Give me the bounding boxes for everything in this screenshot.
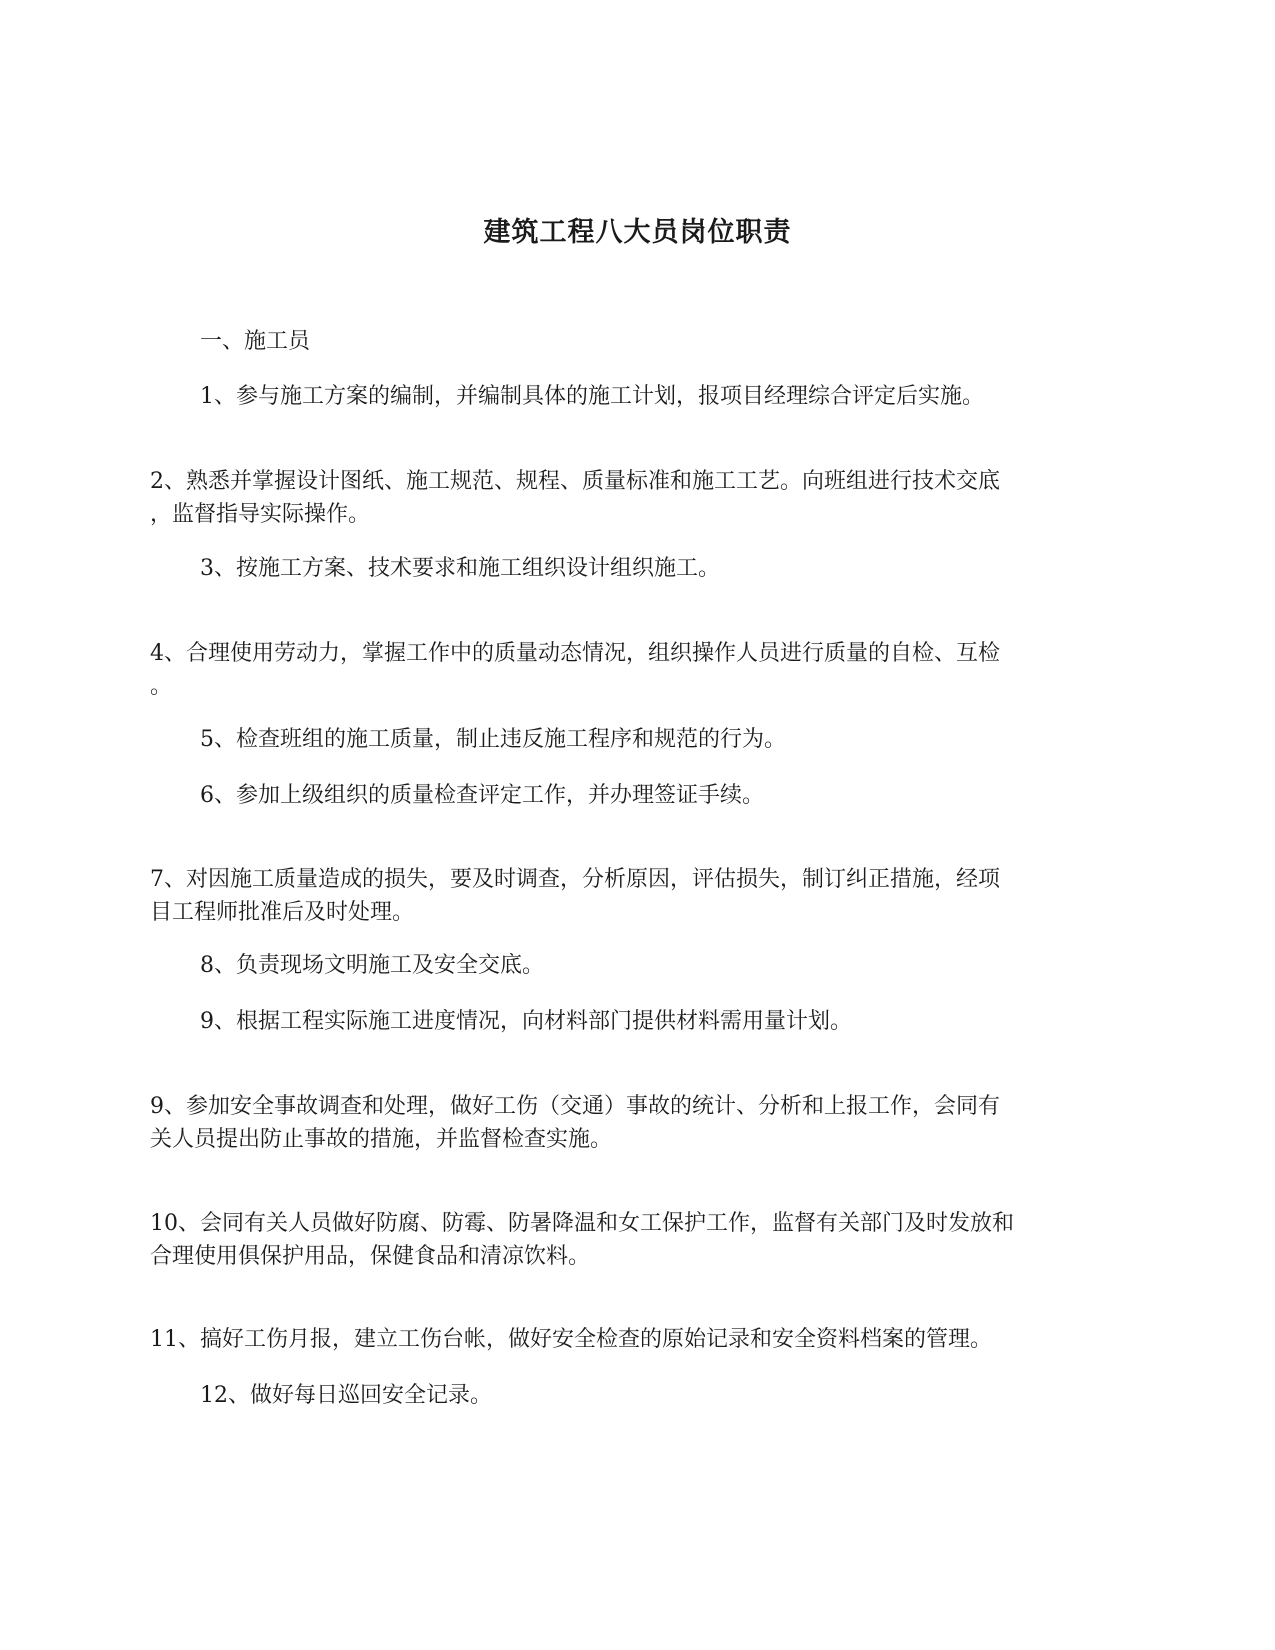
page-title: 建筑工程八大员岗位职责 bbox=[483, 217, 792, 248]
duty-item-line: 4、合理使用劳动力，掌握工作中的质量动态情况，组织操作人员进行质量的自检、互检 bbox=[150, 641, 1000, 666]
duty-item-line: 合理使用俱保护用品，保健食品和清凉饮料。 bbox=[150, 1244, 591, 1269]
duty-item-line: 7、对因施工质量造成的损失，要及时调查，分析原因，评估损失，制订纠正措施，经项 bbox=[150, 867, 1000, 892]
duty-item-12 bbox=[200, 1379, 492, 1412]
duty-item-10 bbox=[150, 1207, 1130, 1273]
section-heading: 一、施工员 bbox=[200, 329, 311, 354]
duty-item-line: 9、参加安全事故调查和处理，做好工伤（交通）事故的统计、分析和上报工作，会同有 bbox=[150, 1094, 1000, 1119]
duty-item-9b bbox=[150, 1090, 1130, 1156]
duty-item-line: 1、参与施工方案的编制，并编制具体的施工计划，报项目经理综合评定后实施。 bbox=[200, 384, 984, 409]
duty-item-9a bbox=[200, 1005, 852, 1038]
duty-item-7 bbox=[150, 863, 1130, 929]
duty-item-11 bbox=[150, 1323, 1130, 1356]
duty-item-2 bbox=[150, 465, 1130, 531]
duty-item-line: 5、检查班组的施工质量，制止违反施工程序和规范的行为。 bbox=[200, 727, 786, 752]
duty-item-line: 11、搞好工伤月报，建立工伤台帐，做好安全检查的原始记录和安全资料档案的管理。 bbox=[150, 1327, 992, 1352]
duty-item-line: 关人员提出防止事故的措施，并监督检查实施。 bbox=[150, 1127, 613, 1152]
duty-item-line: 8、负责现场文明施工及安全交底。 bbox=[200, 953, 544, 978]
duty-item-line: 2、熟悉并掌握设计图纸、施工规范、规程、质量标准和施工工艺。向班组进行技术交底 bbox=[150, 469, 1000, 494]
duty-item-line: 3、按施工方案、技术要求和施工组织设计组织施工。 bbox=[200, 556, 720, 581]
duty-item-3 bbox=[200, 552, 720, 585]
duty-item-line: 9、根据工程实际施工进度情况，向材料部门提供材料需用量计划。 bbox=[200, 1009, 852, 1034]
duty-item-line: ，监督指导实际操作。 bbox=[150, 502, 371, 527]
duty-item-line: 12、做好每日巡回安全记录。 bbox=[200, 1383, 492, 1408]
duty-item-line: 目工程师批准后及时处理。 bbox=[150, 900, 415, 925]
duty-item-5 bbox=[200, 723, 786, 756]
duty-item-line: 。 bbox=[150, 674, 173, 699]
duty-item-1 bbox=[200, 380, 984, 413]
duty-item-4 bbox=[150, 637, 1130, 703]
duty-item-line: 10、会同有关人员做好防腐、防霉、防暑降温和女工保护工作，监督有关部门及时发放和 bbox=[150, 1211, 1014, 1236]
duty-item-8 bbox=[200, 949, 544, 982]
duty-item-line: 6、参加上级组织的质量检查评定工作，并办理签证手续。 bbox=[200, 783, 764, 808]
duty-item-6 bbox=[200, 779, 764, 812]
